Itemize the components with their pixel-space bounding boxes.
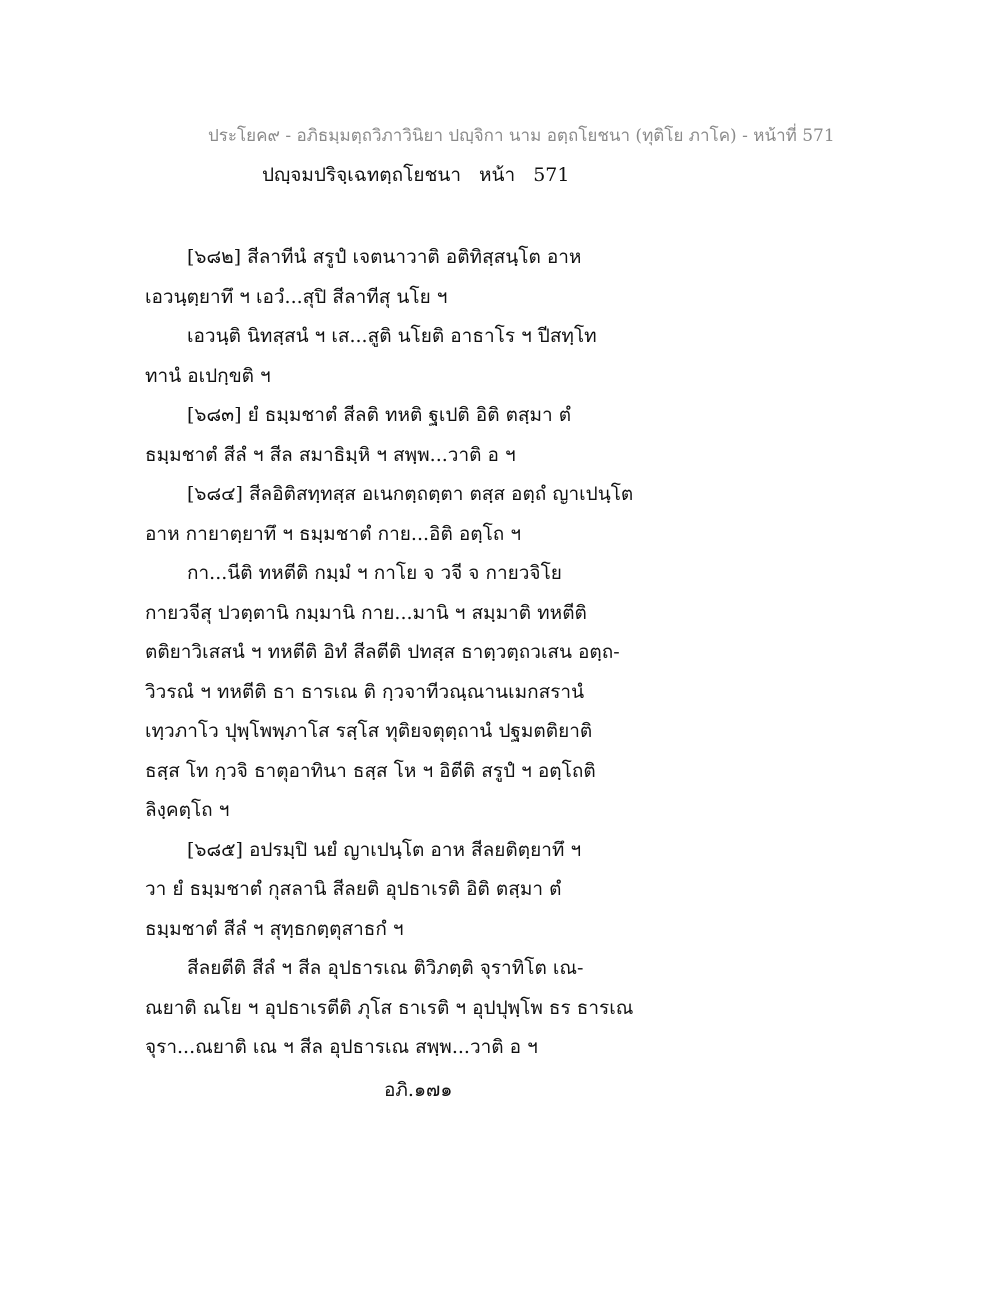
running-header: ประโยค๙ - อภิธมฺมตฺถวิภาวินิยา ปญฺจิกา นาม อตฺถโยชนา (ทุติโย ภาโค) - หน้าที่ 571 — [208, 126, 835, 146]
page-label: หน้า — [479, 164, 516, 186]
text-line: เอวนฺตฺยาทึ ฯ เอวํ...สุปิ สีลาทีสุ นโย ฯ — [145, 285, 448, 308]
text-line: วา ยํ ธมฺมชาตํ กุสลานิ สีลยติ อุปธาเรติ อิติ ตสฺมา ตํ — [145, 878, 562, 900]
body-text — [145, 238, 685, 1068]
text-line: [๖๘๔] สีลอิติสทฺทสฺส อเนกตฺถตฺตา ตสฺส อตฺถํ ญาเปนฺโต — [187, 483, 634, 505]
text-line: ธสฺส โท กฺวจิ ธาตุอาทินา ธสฺส โห ฯ อิตีติ สรูปํ ฯ อตฺโถติ — [145, 759, 596, 782]
text-line: อาห กายาตฺยาทึ ฯ ธมฺมชาตํ กาย...อิติ อตฺโถ ฯ — [145, 522, 522, 545]
text-line: [๖๘๒] สีลาทีนํ สรูปํ เจตนาวาติ อติทิสฺสนฺโต อาห — [187, 246, 582, 268]
text-line: ธมฺมชาตํ สีลํ ฯ สุทฺธกตฺตุสาธกํ ฯ — [145, 917, 404, 940]
section-title: ปญฺจมปริจฺเฉทตฺถโยชนา — [262, 164, 461, 186]
text-line: ตติยาวิเสสนํ ฯ ทหตีติ อิทํ สีลตีติ ปทสฺส ธาตฺวตฺถวเสน อตฺถ- — [145, 641, 620, 663]
text-line: [๖๘๓] ยํ ธมฺมชาตํ สีลติ ทหติ ฐเปติ อิติ ตสฺมา ตํ — [187, 404, 572, 426]
text-line: ธมฺมชาตํ สีลํ ฯ สีล สมาธิมฺหิ ฯ สพฺพ...วาติ อ ฯ — [145, 443, 516, 466]
text-line: สีลยตีติ สีลํ ฯ สีล อุปธารเณ ติวิภตฺติ จุราทิโต เณ- — [187, 957, 584, 979]
text-line: เทฺวภาโว ปุพฺโพพฺภาโส รสฺโส ทุติยจตุตฺถานํ ปฐมตติยาติ — [145, 720, 593, 742]
text-line: ทานํ อเปกฺขติ ฯ — [145, 364, 271, 387]
text-line: เอวนฺติ นิทสฺสนํ ฯ เส...สูติ นโยติ อาธาโร ฯ ปีสทฺโท — [187, 325, 597, 347]
text-line: ณยาติ ณโย ฯ อุปธาเรตีติ ภุโส ธาเรติ ฯ อุปปุพฺโพ ธร ธารเณ — [145, 996, 634, 1019]
page-number: 571 — [533, 164, 570, 186]
page-title — [262, 160, 569, 190]
text-line: [๖๘๕] อปรมฺปิ นยํ ญาเปนฺโต อาห สีลยติตฺยาทึ ฯ — [187, 838, 582, 861]
text-line: วิวรณํ ฯ ทหตีติ ธา ธารเณ ติ กฺวจาทีวณฺณานเมกสรานํ — [145, 680, 585, 703]
text-line: กายวจีสุ ปวตฺตานิ กมฺมานิ กาย...มานิ ฯ สมฺมาติ ทหตีติ — [145, 601, 587, 624]
text-line: กา...นีติ ทหตีติ กมฺมํ ฯ กาโย จ วจี จ กายวจิโย — [187, 562, 562, 584]
text-line: ลิงฺคตฺโถ ฯ — [145, 799, 230, 821]
text-line: จุรา...ณยาติ เณ ฯ สีล อุปธารเณ สพฺพ...วาติ อ ฯ — [145, 1036, 538, 1058]
page-footer-signature: อภิ.๑๗๑ — [384, 1079, 453, 1101]
